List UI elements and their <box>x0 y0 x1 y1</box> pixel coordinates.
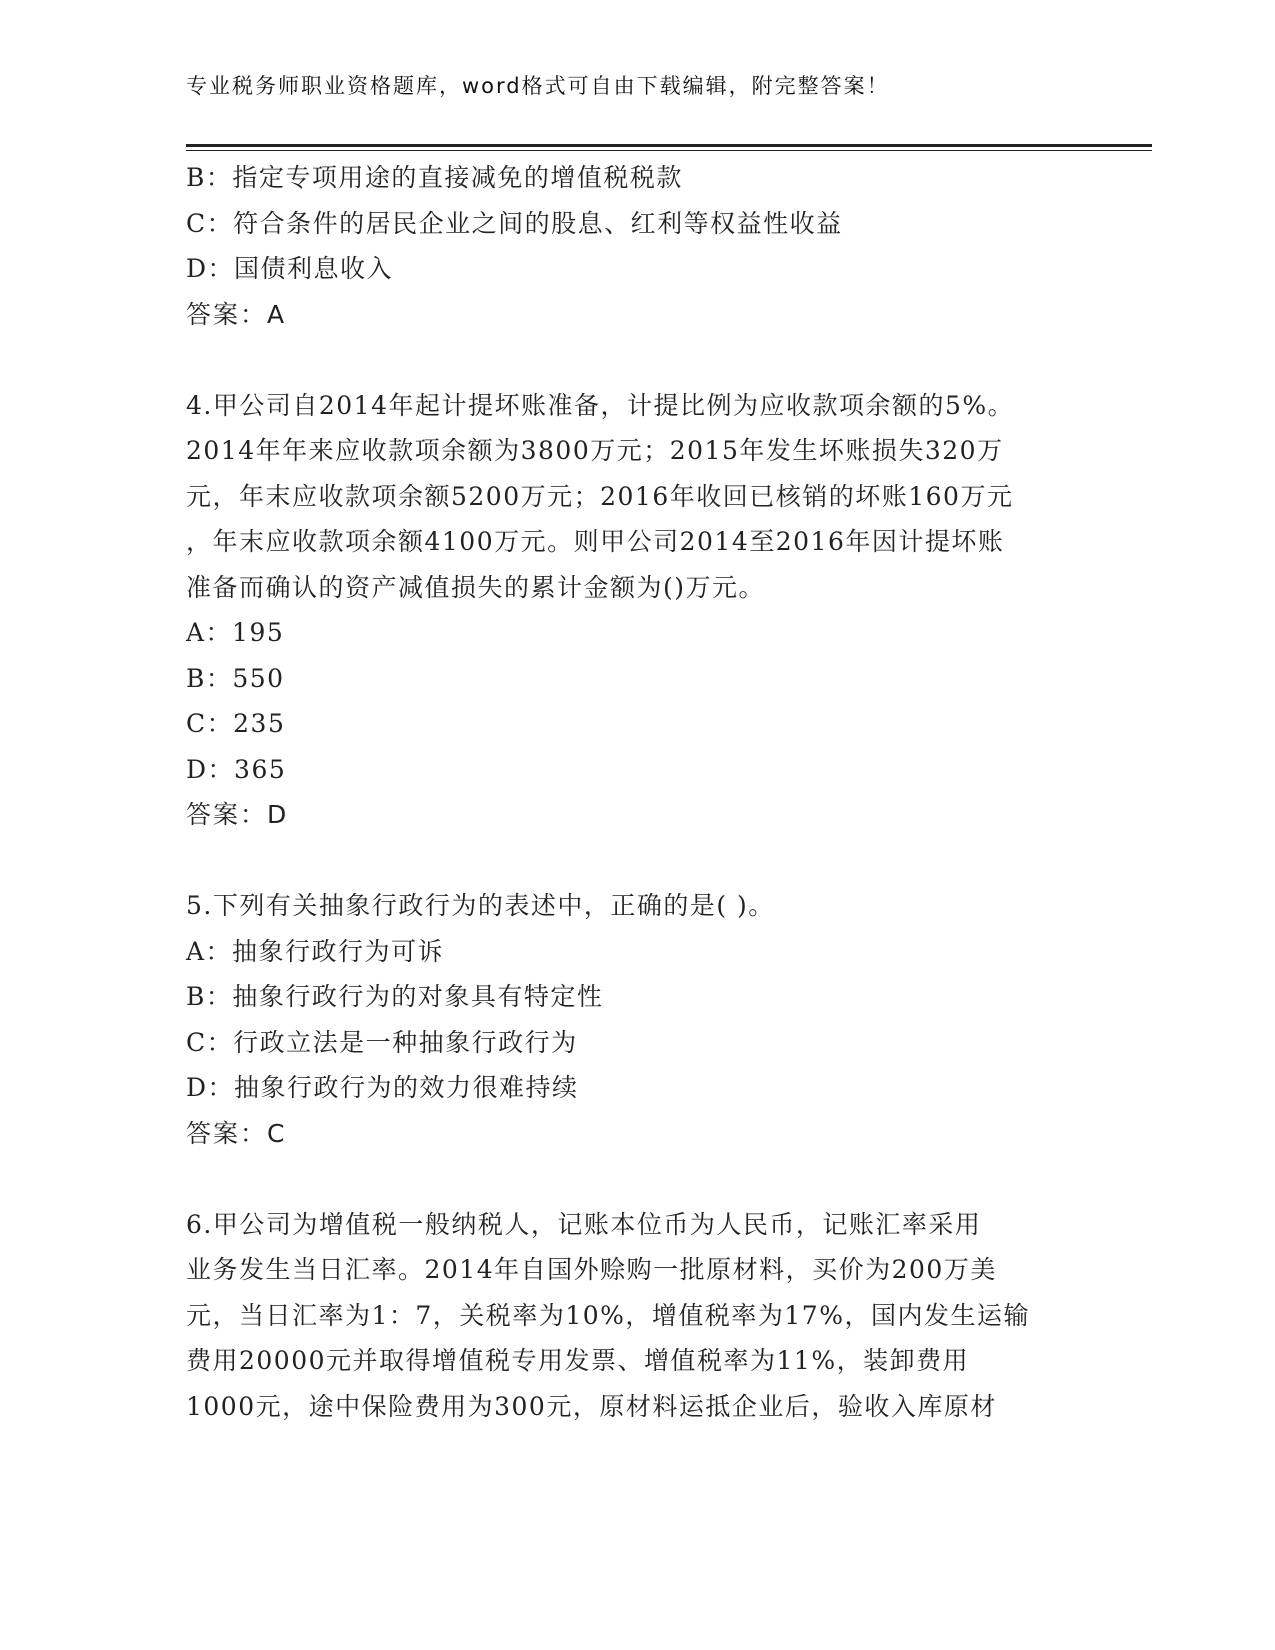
q4-stem-line: 准备而确认的资产减值损失的累计金额为()万元。 <box>186 572 766 602</box>
q5-option-c: C：行政立法是一种抽象行政行为 <box>186 1027 578 1057</box>
q6-stem-line: 业务发生当日汇率。2014年自国外赊购一批原材料，买价为200万美 <box>186 1255 997 1284</box>
q4-stem-line: 4.甲公司自2014年起计提坏账准备，计提比例为应收款项余额的5%。 <box>186 390 1015 420</box>
page-header: 专业税务师职业资格题库，word格式可自由下载编辑，附完整答案！ <box>186 74 890 98</box>
q4-option-c: C：235 <box>186 709 286 738</box>
q4-option-d: D：365 <box>186 754 287 784</box>
q4-stem-line: 元，年末应收款项余额5200万元；2016年收回已核销的坏账160万元 <box>186 481 1014 511</box>
q5-option-d: D：抽象行政行为的效力很难持续 <box>186 1073 579 1102</box>
q6-stem-line: 费用20000元并取得增值税专用发票、增值税率为11%，装卸费用 <box>186 1346 970 1375</box>
header-rule-thin <box>186 150 1152 151</box>
q3-option-b: B：指定专项用途的直接减免的增值税税款 <box>186 163 683 192</box>
q6-stem-line: 6.甲公司为增值税一般纳税人，记账本位币为人民币，记账汇率采用 <box>186 1209 982 1239</box>
q3-answer: 答案：A <box>186 299 287 329</box>
q5-option-a: A：抽象行政行为可诉 <box>186 936 445 966</box>
q4-answer: 答案：D <box>186 800 289 829</box>
header-rule-thick <box>186 144 1152 147</box>
q3-option-d: D：国债利息收入 <box>186 254 394 283</box>
q4-option-a: A：195 <box>186 618 285 647</box>
q6-stem-line: 元，当日汇率为1：7，关税率为10%，增值税率为17%，国内发生运输 <box>186 1300 1030 1330</box>
q3-option-c: C：符合条件的居民企业之间的股息、红利等权益性收益 <box>186 208 843 238</box>
q5-answer: 答案：C <box>186 1118 287 1148</box>
q6-stem-line: 1000元，途中保险费用为300元，原材料运抵企业后，验收入库原材 <box>186 1391 997 1421</box>
q4-stem-line: ，年末应收款项余额4100万元。则甲公司2014至2016年因计提坏账 <box>186 527 1005 556</box>
q5-option-b: B：抽象行政行为的对象具有特定性 <box>186 982 604 1011</box>
q4-stem-line: 2014年年来应收款项余额为3800万元；2015年发生坏账损失320万 <box>186 436 1004 465</box>
q5-stem: 5.下列有关抽象行政行为的表述中，正确的是( )。 <box>186 891 775 920</box>
question-content <box>186 155 1086 1429</box>
q4-option-b: B：550 <box>186 663 285 693</box>
